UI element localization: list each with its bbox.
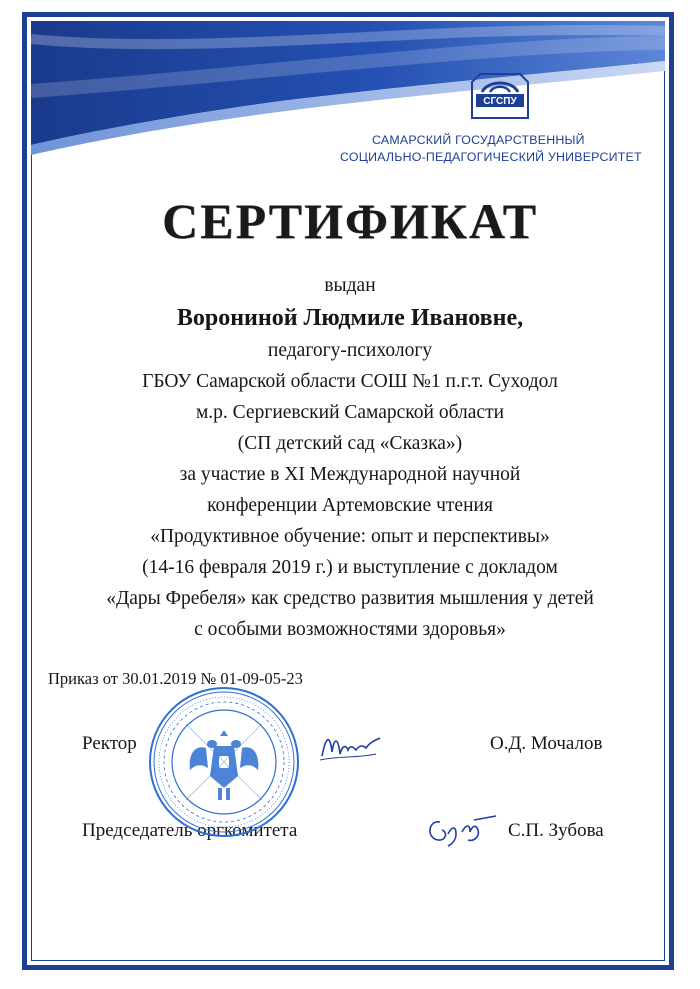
rector-label: Ректор xyxy=(82,733,137,754)
body-line: (14-16 февраля 2019 г.) и выступление с докладом xyxy=(142,557,558,578)
chair-signature-icon xyxy=(422,810,500,854)
body-line: м.р. Сергиевский Самарской области xyxy=(195,402,505,423)
body-line: педагогу-психологу xyxy=(267,340,433,361)
chair-label: Председатель оргкомитета xyxy=(82,820,298,841)
official-stamp-icon xyxy=(146,684,302,840)
body-line: за участие в XI Международной научной xyxy=(179,464,521,485)
chair-name: С.П. Зубова xyxy=(508,820,604,841)
university-name-line2: СОЦИАЛЬНО-ПЕДАГОГИЧЕСКИЙ УНИВЕРСИТЕТ xyxy=(340,150,642,164)
rector-name: О.Д. Мочалов xyxy=(490,733,603,754)
body-line: ГБОУ Самарской области СОШ №1 п.г.т. Суходол xyxy=(142,371,558,392)
issued-label: выдан xyxy=(324,275,376,296)
body-line: (СП детский сад «Сказка») xyxy=(237,433,463,454)
rector-signature-icon xyxy=(318,726,384,766)
university-name xyxy=(340,132,654,166)
university-name-line1: САМАРСКИЙ ГОСУДАРСТВЕННЫЙ xyxy=(372,133,585,147)
certificate-body xyxy=(40,270,660,645)
body-line: конференции Артемовские чтения xyxy=(207,495,493,516)
body-line: «Продуктивное обучение: опыт и перспективы» xyxy=(150,526,550,547)
certificate-title: СЕРТИФИКАТ xyxy=(161,193,538,249)
body-line: «Дары Фребеля» как средство развития мышления у детей xyxy=(106,588,594,609)
order-reference: Приказ от 30.01.2019 № 01-09-05-23 xyxy=(48,669,303,688)
logo-text: СГСПУ xyxy=(483,96,517,107)
university-logo-icon xyxy=(470,70,530,124)
recipient-name: Ворониной Людмиле Ивановне, xyxy=(176,305,524,331)
body-line: с особыми возможностями здоровья» xyxy=(194,619,506,640)
